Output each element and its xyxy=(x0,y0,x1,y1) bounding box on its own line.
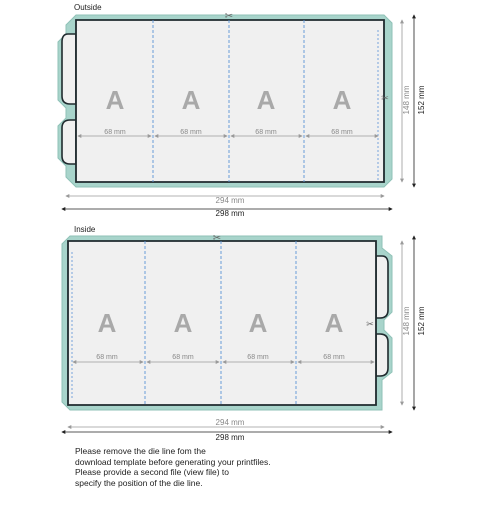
inside-label: Inside xyxy=(74,225,96,234)
outside-panel-2-letter: A xyxy=(181,85,201,115)
outside-label: Outside xyxy=(74,3,102,12)
outside-left-tab-lower xyxy=(62,120,76,164)
inside-scissors-icon: ✂ xyxy=(212,233,222,244)
outside-side-scissors-icon: ✂ xyxy=(381,93,389,103)
inside-right-tab-upper xyxy=(376,256,388,318)
inside-panel-4-width: 68 mm xyxy=(323,354,345,361)
inside-inner-width: 294 mm xyxy=(215,418,245,427)
inside-right-tab-lower xyxy=(376,334,388,376)
inside-panel-3-letter: A xyxy=(248,308,268,338)
inside-panel-1-width: 68 mm xyxy=(96,354,118,361)
outside-outer-height: 152 mm xyxy=(417,85,426,115)
outside-panel-1-letter: A xyxy=(105,85,125,115)
inside-side-scissors-icon: ✂ xyxy=(366,319,374,329)
note-line-2: download template before generating your printfiles. xyxy=(75,456,271,467)
inside-outer-height: 152 mm xyxy=(417,306,426,336)
outside-section xyxy=(58,3,426,218)
note-line-4: specify the position of the die line. xyxy=(75,477,203,488)
inside-panel-2-letter: A xyxy=(173,308,193,338)
inside-panel-1-letter: A xyxy=(97,308,117,338)
inside-panel-2-width: 68 mm xyxy=(172,354,194,361)
die-line-note xyxy=(75,446,375,488)
outside-panel-2-width: 68 mm xyxy=(180,129,202,136)
inside-outer-width: 298 mm xyxy=(215,433,245,442)
outside-outer-width: 298 mm xyxy=(215,209,245,218)
outside-panel-3-width: 68 mm xyxy=(255,129,277,136)
outside-panel-1-width: 68 mm xyxy=(104,129,126,136)
inside-panel-4-letter: A xyxy=(324,308,344,338)
outside-inner-width: 294 mm xyxy=(215,196,245,205)
note-line-1: Please remove the die line fom the xyxy=(75,446,206,456)
outside-panel-4-letter: A xyxy=(332,85,352,115)
inside-section xyxy=(62,225,426,442)
outside-left-tab-upper xyxy=(62,34,76,104)
inside-panel-3-width: 68 mm xyxy=(247,354,269,361)
inside-inner-height: 148 mm xyxy=(402,306,411,336)
outside-panel-3-letter: A xyxy=(256,85,276,115)
outside-inner-height: 148 mm xyxy=(402,85,411,115)
outside-panel-4-width: 68 mm xyxy=(331,129,353,136)
note-line-3: Please provide a second file (view file) to xyxy=(75,467,230,477)
outside-scissors-icon: ✂ xyxy=(224,11,234,22)
